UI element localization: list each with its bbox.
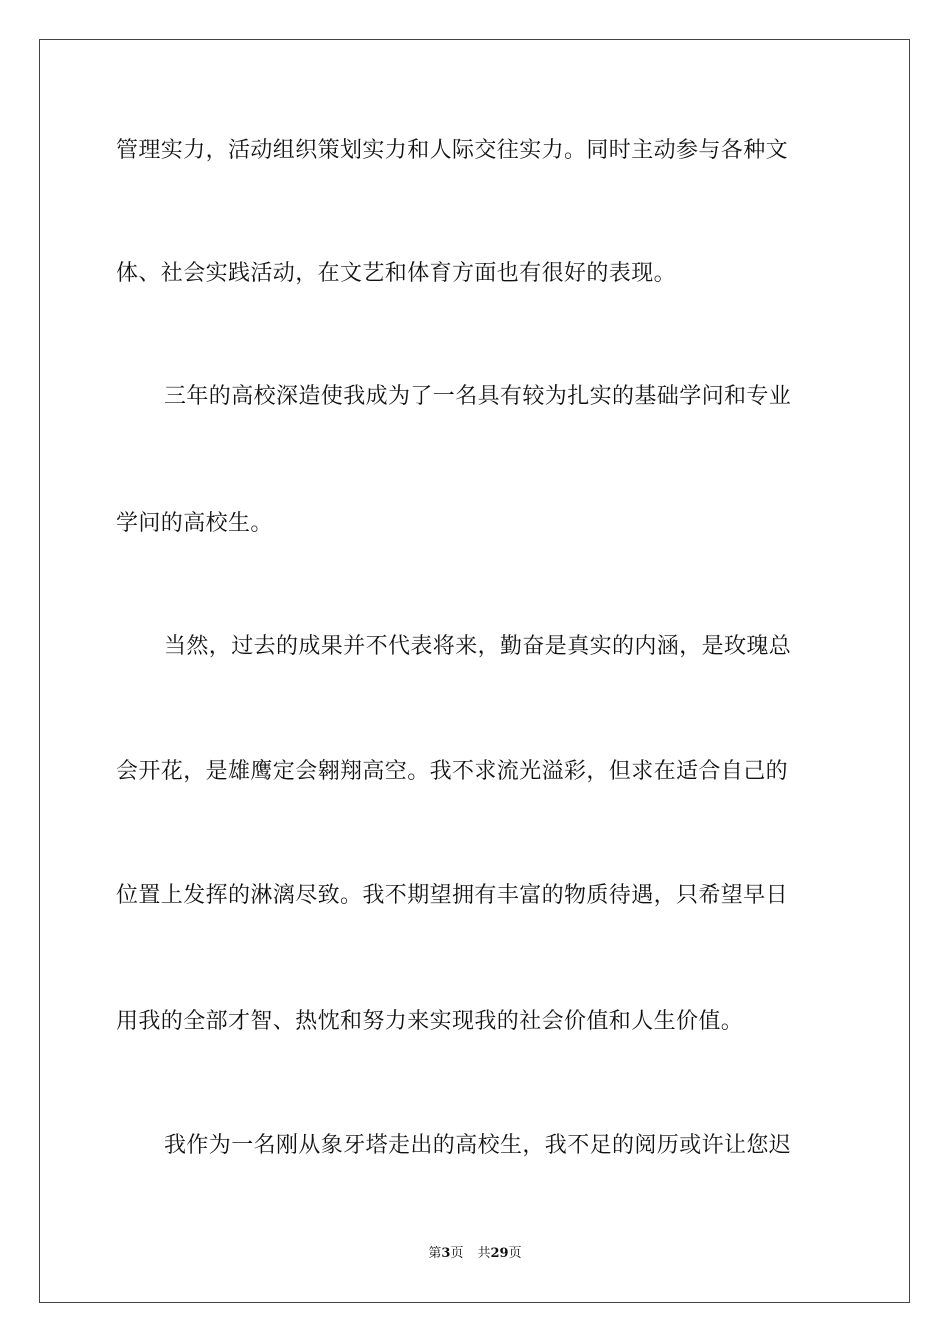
text-line-7: 位置上发挥的淋漓尽致。我不期望拥有丰富的物质待遇，只希望早日 bbox=[116, 883, 789, 908]
page-border bbox=[39, 39, 910, 1303]
text-line-4: 学问的高校生。 bbox=[116, 511, 273, 536]
footer-total-prefix: 共 bbox=[477, 1246, 491, 1261]
text-line-5-paragraph-start: 当然，过去的成果并不代表将来，勤奋是真实的内涵，是玫瑰总 bbox=[164, 634, 792, 659]
text-line-6: 会开花，是雄鹰定会翱翔高空。我不求流光溢彩，但求在适合自己的 bbox=[116, 759, 789, 784]
page-footer bbox=[0, 1245, 950, 1263]
footer-page-number: 3 bbox=[441, 1246, 451, 1261]
footer-total-suffix: 页 bbox=[508, 1246, 522, 1261]
text-line-9-paragraph-start: 我作为一名刚从象牙塔走出的高校生，我不足的阅历或许让您迟 bbox=[164, 1133, 792, 1158]
text-line-8: 用我的全部才智、热忱和努力来实现我的社会价值和人生价值。 bbox=[116, 1009, 744, 1034]
footer-page-prefix: 第 bbox=[428, 1246, 442, 1261]
text-line-2: 体、社会实践活动，在文艺和体育方面也有很好的表现。 bbox=[116, 261, 677, 286]
footer-total-pages: 29 bbox=[490, 1246, 509, 1261]
text-line-3-paragraph-start: 三年的高校深造使我成为了一名具有较为扎实的基础学问和专业 bbox=[164, 384, 792, 409]
text-line-1: 管理实力，活动组织策划实力和人际交往实力。同时主动参与各种文 bbox=[116, 138, 789, 163]
footer-page-suffix: 页 bbox=[450, 1246, 464, 1261]
